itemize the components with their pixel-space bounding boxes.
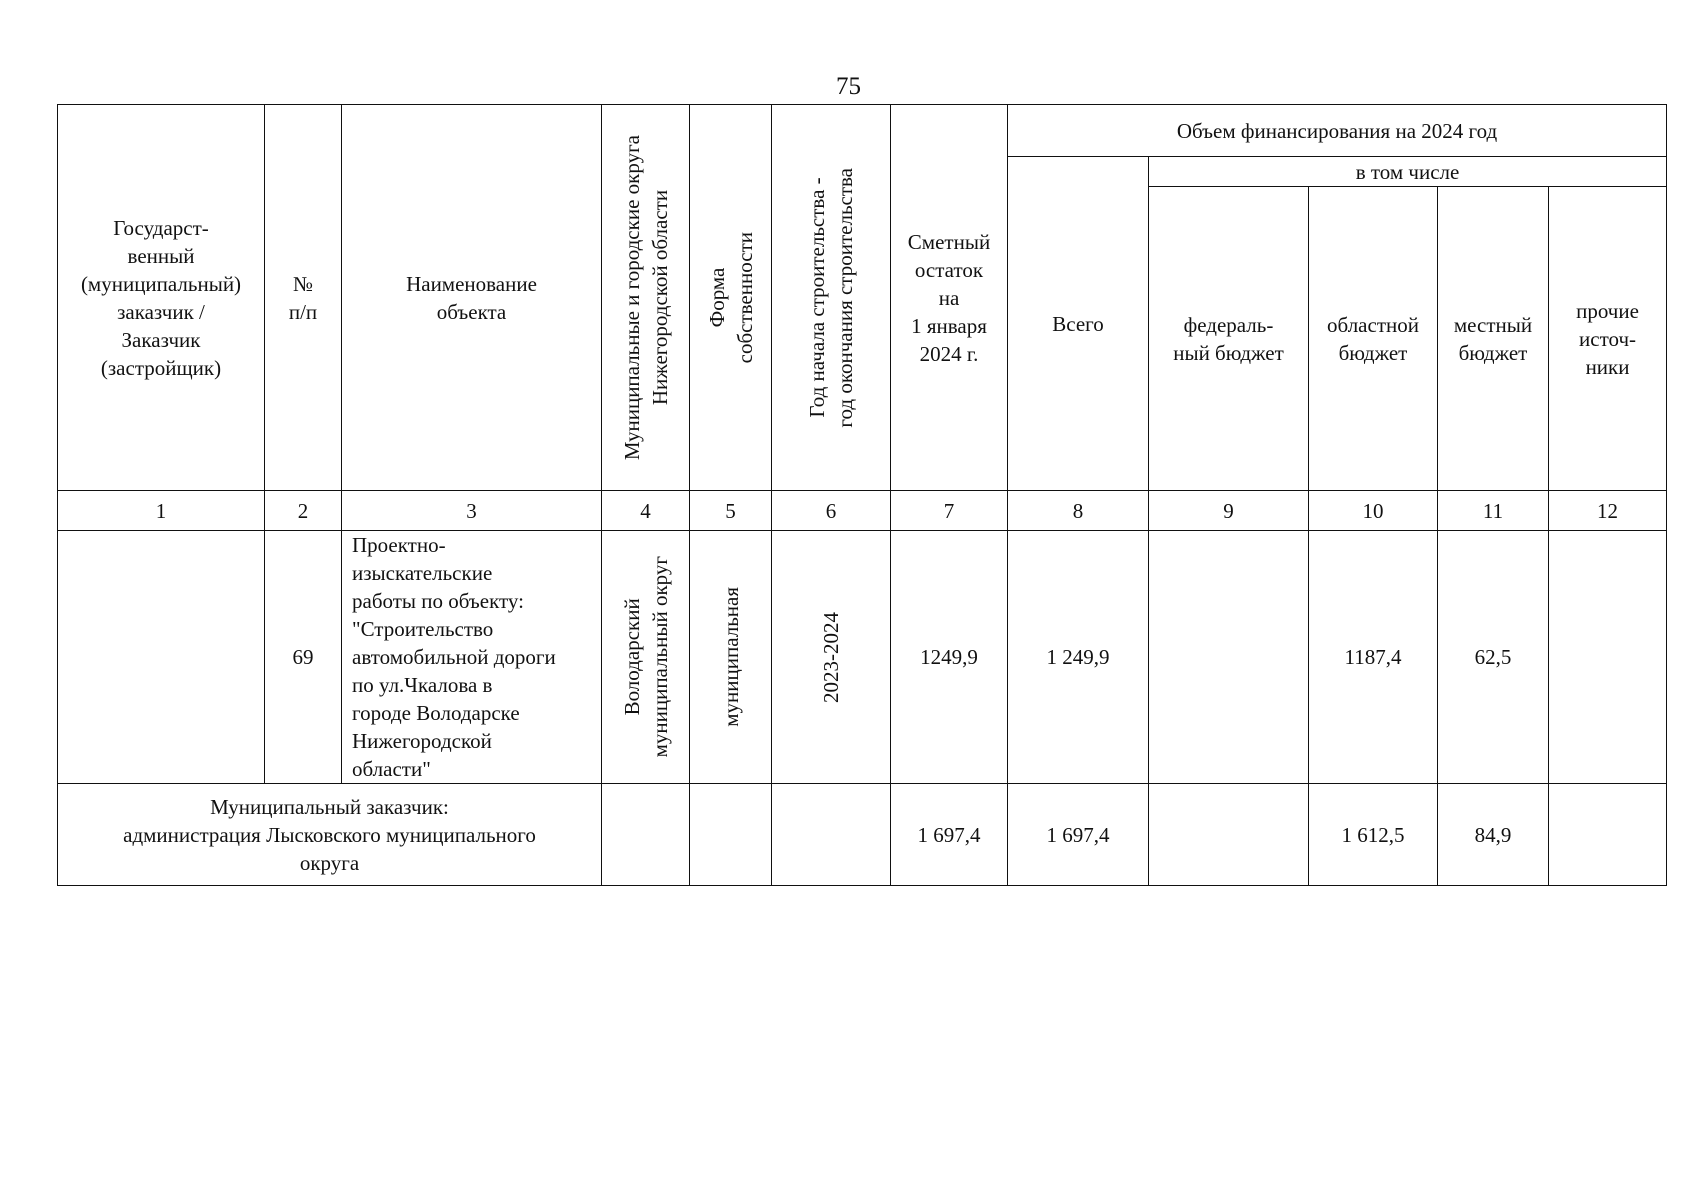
summary-estimate-balance: 1 697,4 [891,784,1008,886]
header-including: в том числе [1149,157,1667,187]
summary-label: Муниципальный заказчик: администрация Лысковского муниципального округа [58,784,602,886]
row-years [772,531,891,784]
row-object-name: Проектно- изыскательские работы по объекту: "Строительство автомобильной дороги по ул.Чкалова в городе Володарске Нижегородской области" [342,531,602,784]
row-federal [1149,531,1309,784]
summary-row [58,784,1667,886]
summary-federal [1149,784,1309,886]
row-total: 1 249,9 [1008,531,1149,784]
header-local: местный бюджет [1438,187,1549,491]
header-districts [602,105,690,491]
column-number: 8 [1008,491,1149,531]
summary-years [772,784,891,886]
summary-regional: 1 612,5 [1309,784,1438,886]
table-row [58,531,1667,784]
column-number: 5 [690,491,772,531]
column-number: 10 [1309,491,1438,531]
page-number: 75 [836,73,861,100]
row-ownership-text: муниципальная [718,587,743,727]
header-customer: Государст- венный (муниципальный) заказчик / Заказчик (застройщик) [58,105,265,491]
header-funding-volume: Объем финансирования на 2024 год [1008,105,1667,157]
header-years-text: Год начала строительства - год окончания строительства [805,167,857,428]
column-number: 3 [342,491,602,531]
header-estimate-balance: Сметный остаток на 1 января 2024 г. [891,105,1008,491]
row-customer [58,531,265,784]
summary-other [1549,784,1667,886]
header-row-1 [58,105,1667,157]
row-other [1549,531,1667,784]
header-districts-text: Муниципальные и городские округа Нижегородской области [619,134,672,461]
column-number: 7 [891,491,1008,531]
column-number-row [58,491,1667,531]
row-ownership [690,531,772,784]
column-number: 9 [1149,491,1309,531]
row-regional: 1187,4 [1309,531,1438,784]
column-number: 11 [1438,491,1549,531]
header-years [772,105,891,491]
header-number: № п/п [265,105,342,491]
column-number: 2 [265,491,342,531]
row-number: 69 [265,531,342,784]
column-number: 12 [1549,491,1667,531]
header-other: прочие источ- ники [1549,187,1667,491]
header-ownership-text: Форма собственности [704,231,757,364]
financing-table [57,104,1667,886]
summary-total: 1 697,4 [1008,784,1149,886]
header-federal: федераль- ный бюджет [1149,187,1309,491]
summary-local: 84,9 [1438,784,1549,886]
column-number: 1 [58,491,265,531]
column-number: 4 [602,491,690,531]
row-local: 62,5 [1438,531,1549,784]
header-regional: областной бюджет [1309,187,1438,491]
header-ownership [690,105,772,491]
column-number: 6 [772,491,891,531]
header-total: Всего [1008,157,1149,491]
row-years-text: 2023-2024 [819,611,843,703]
header-object-name: Наименование объекта [342,105,602,491]
row-district-text: Володарский муниципальный округ [619,556,672,758]
summary-ownership [690,784,772,886]
summary-district [602,784,690,886]
row-estimate-balance: 1249,9 [891,531,1008,784]
row-district [602,531,690,784]
